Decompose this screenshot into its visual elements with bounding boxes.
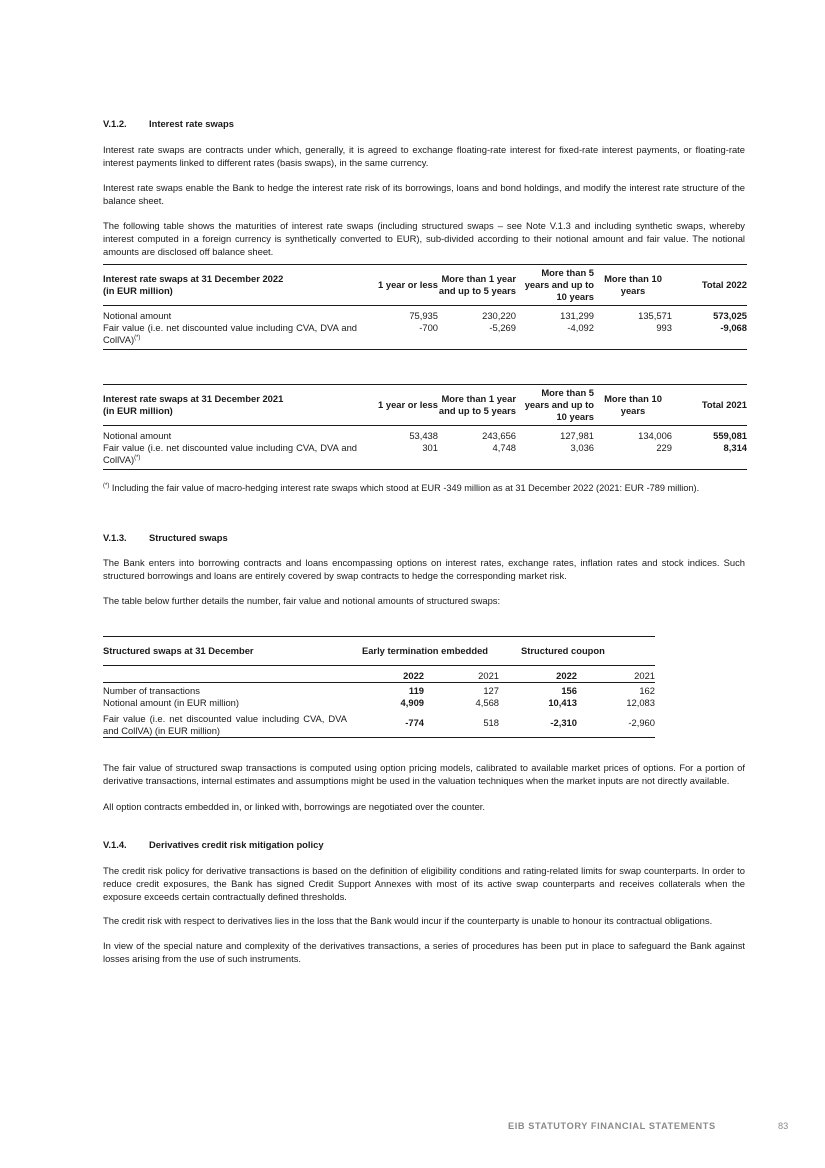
year-header: 2022	[403, 670, 424, 681]
paragraph: The fair value of structured swap transactions is computed using option pricing models, calibrated to available market prices of options. For a portion of derivative transactions, internal estimates and assumptions might be used in the valuation techniques when the market inputs are not directly available.	[103, 762, 745, 786]
year-header-row	[103, 666, 655, 683]
row-label: Notional amount	[103, 430, 172, 441]
row-label: Fair value (i.e. net discounted value including CVA, DVA and CollVA)(*)	[103, 442, 357, 466]
cell: -4,092	[567, 322, 594, 334]
table-row	[103, 710, 655, 738]
paragraph: Interest rate swaps enable the Bank to hedge the interest rate risk of its borrowings, loans and bond holdings, and modify the interest rate structure of the balance sheet.	[103, 182, 745, 206]
section-title: Interest rate swaps	[149, 118, 234, 129]
footnote-marker: (*)	[134, 335, 141, 342]
footnote-marker: (*)	[103, 482, 110, 489]
col-header-10y: More than 10 years	[604, 392, 662, 416]
cell-total: 573,025	[713, 310, 747, 321]
cell: 135,571	[638, 310, 672, 321]
cell: 993	[656, 322, 672, 334]
section-number: V.1.4.	[103, 839, 127, 850]
paragraph: Interest rate swaps are contracts under which, generally, it is agreed to exchange floating-rate interest for fixed-rate interest payments, or floating-rate interest payments linked to different rates (basis swaps), in the same currency.	[103, 144, 745, 168]
section-heading-v14	[103, 839, 324, 852]
row-label: Fair value (i.e. net discounted value including CVA, DVA and CollVA) (in EUR million)	[103, 712, 347, 736]
cell: 301	[422, 442, 438, 454]
cell: 156	[561, 685, 577, 697]
cell: 230,220	[482, 310, 516, 321]
col-header-1y: 1 year or less	[378, 278, 438, 290]
cell-total: -9,068	[720, 322, 747, 334]
cell-total: 8,314	[723, 442, 747, 454]
paragraph: In view of the special nature and complexity of the derivatives transactions, a series of procedures has been put in place to safeguard the Bank against losses arising from the use of such instruments.	[103, 940, 745, 964]
cell: 53,438	[409, 430, 438, 441]
cell: 4,748	[492, 442, 516, 454]
table-title: Structured swaps at 31 December	[103, 644, 254, 656]
section-number: V.1.2.	[103, 118, 127, 129]
section-title: Derivatives credit risk mitigation policy	[149, 839, 324, 850]
col-header-total: Total 2021	[701, 398, 747, 410]
year-header: 2021	[634, 670, 655, 681]
cell: -700	[419, 322, 438, 334]
cell: 127	[483, 685, 499, 697]
cell: 518	[483, 717, 499, 729]
cell: 75,935	[409, 310, 438, 321]
row-label: Notional amount	[103, 310, 172, 321]
cell: 131,299	[560, 310, 594, 321]
table-row	[103, 683, 655, 698]
table-title: Interest rate swaps at 31 December 2022 (in EUR million)	[103, 272, 284, 296]
section-title: Structured swaps	[149, 532, 228, 543]
col-header-total: Total 2022	[701, 278, 747, 290]
cell: 10,413	[548, 697, 577, 709]
row-label: Fair value (i.e. net discounted value including CVA, DVA and CollVA)(*)	[103, 322, 357, 346]
col-header-1-5y: More than 1 year and up to 5 years	[438, 392, 516, 416]
col-header-1y: 1 year or less	[378, 398, 438, 410]
col-header-5-10y: More than 5 years and up to 10 years	[524, 386, 594, 423]
irs-table-2022	[103, 264, 747, 350]
cell-total: 559,081	[713, 430, 747, 441]
paragraph: The credit risk with respect to derivatives lies in the loss that the Bank would incur if the counterparty is unable to honour its contractual obligations.	[103, 915, 713, 926]
irs-table-2021	[103, 384, 747, 470]
cell: -2,960	[628, 717, 655, 729]
footer-title: EIB STATUTORY FINANCIAL STATEMENTS	[508, 1121, 716, 1131]
cell: -774	[405, 717, 424, 729]
table-header-row	[103, 385, 747, 426]
page-number: 83	[778, 1121, 789, 1131]
col-header-10y: More than 10 years	[604, 272, 662, 296]
paragraph: The Bank enters into borrowing contracts and loans encompassing options on interest rates, exchange rates, inflation rates and stock indices. Such structured borrowings and loans are entirely covered by swap contracts to hedge the corresponding market risk.	[103, 557, 745, 581]
paragraph: The table below further details the number, fair value and notional amounts of structured swaps:	[103, 595, 501, 606]
section-number: V.1.3.	[103, 532, 127, 543]
table-header-row	[103, 637, 655, 666]
paragraph: The credit risk policy for derivative transactions is based on the definition of eligibility conditions and rating-related limits for swap counterparts. In order to reduce credit exposures, the Bank has signed Credit Support Annexes with most of its active swap counterparts and receives collaterals when the exposure exceeds certain contractually defined thresholds.	[103, 865, 745, 902]
table-row	[103, 306, 747, 323]
cell: 134,006	[638, 430, 672, 441]
section-heading-v12	[103, 118, 234, 131]
col-header-1-5y: More than 1 year and up to 5 years	[438, 272, 516, 296]
cell: 4,909	[400, 697, 424, 709]
table-row	[103, 426, 747, 443]
table-row	[103, 442, 747, 469]
paragraph: All option contracts embedded in, or linked with, borrowings are negotiated over the counter.	[103, 801, 485, 812]
cell: 229	[656, 442, 672, 454]
year-header: 2022	[556, 670, 577, 681]
table-title: Interest rate swaps at 31 December 2021 (in EUR million)	[103, 392, 284, 416]
cell: 3,036	[570, 442, 594, 454]
table-row	[103, 322, 747, 349]
row-label: Number of transactions	[103, 685, 200, 697]
section-heading-v13	[103, 532, 228, 545]
cell: 119	[408, 685, 424, 697]
cell: -5,269	[489, 322, 516, 334]
table-header-row	[103, 265, 747, 306]
group-header-structured-coupon: Structured coupon	[521, 644, 605, 656]
paragraph: The following table shows the maturities of interest rate swaps (including structured swaps – see Note V.1.3 and including synthetic swaps, whereby interest computed in a foreign currency is synthetically converted to EUR), sub-divided according to their notional amount and fair value. The notional amounts are disclosed off balance sheet.	[103, 220, 745, 257]
cell: 12,083	[626, 697, 655, 709]
col-header-5-10y: More than 5 years and up to 10 years	[524, 266, 594, 303]
table-footnote	[103, 482, 723, 495]
footnote-marker: (*)	[134, 455, 141, 462]
cell: 162	[639, 685, 655, 697]
row-label: Notional amount (in EUR million)	[103, 697, 239, 709]
cell: -2,310	[550, 717, 577, 729]
year-header: 2021	[478, 670, 499, 681]
footnote-text: Including the fair value of macro-hedging interest rate swaps which stood at EUR -349 million as at 31 December 2022 (2021: EUR -789 million).	[109, 483, 700, 493]
structured-swaps-table	[103, 636, 655, 738]
group-header-early-termination: Early termination embedded	[361, 644, 489, 656]
table-row	[103, 697, 655, 709]
cell: 243,656	[482, 430, 516, 441]
cell: 127,981	[560, 430, 594, 441]
cell: 4,568	[475, 697, 499, 709]
